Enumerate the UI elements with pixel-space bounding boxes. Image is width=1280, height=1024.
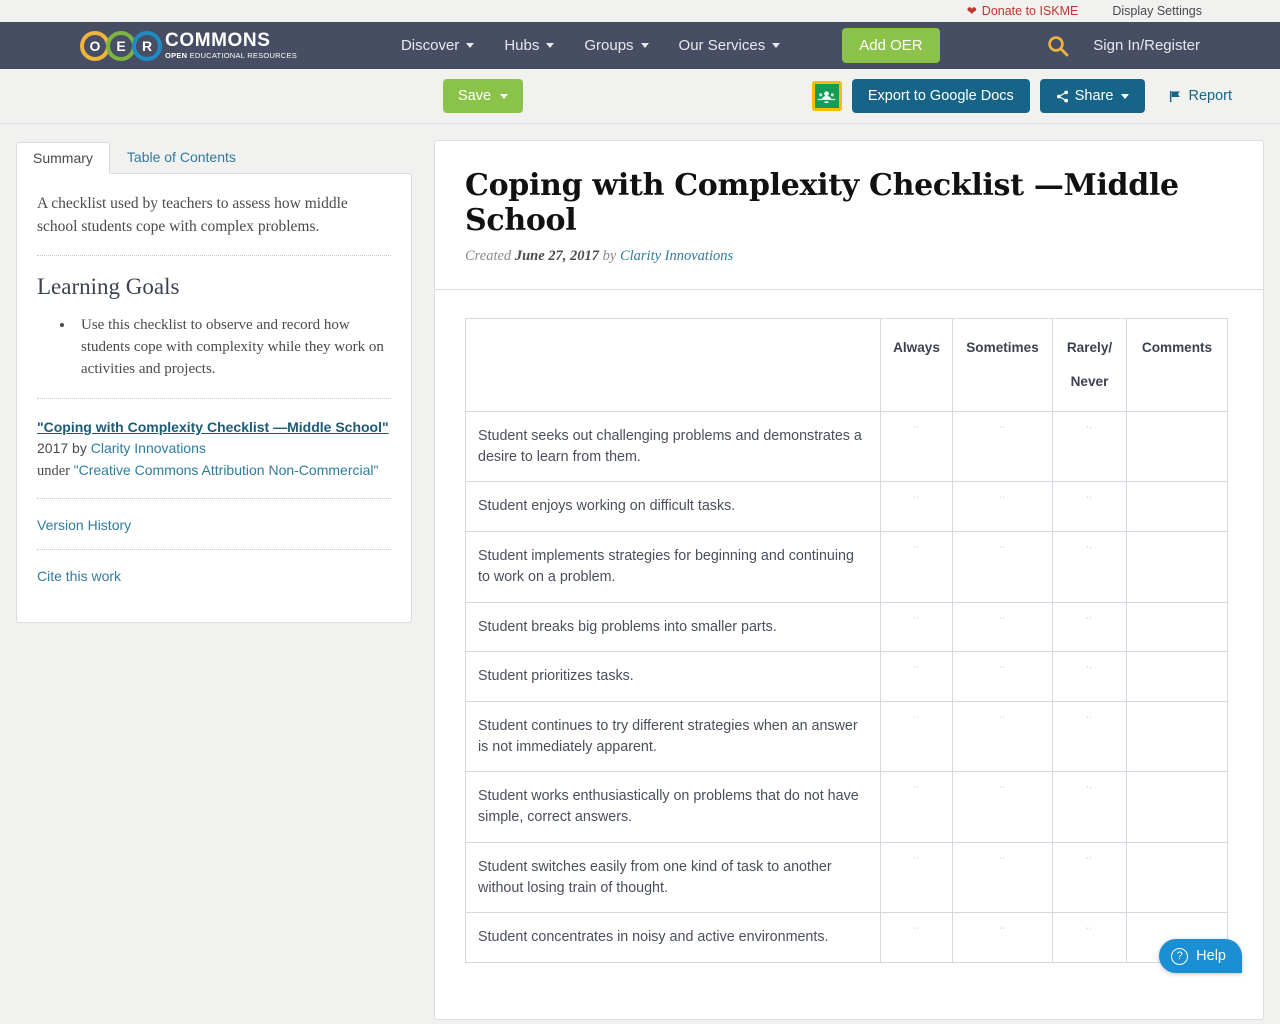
document-author-link[interactable]: Clarity Innovations xyxy=(619,248,734,264)
nav-item-label: Discover xyxy=(400,37,460,54)
tab-table-of-contents[interactable]: Table of Contents xyxy=(126,148,236,165)
logo-subtitle: OPEN EDUCATIONAL RESOURCES xyxy=(165,51,297,61)
divider xyxy=(37,498,391,499)
checklist-table-body xyxy=(466,411,1228,962)
statement-cell: Student implements strategies for beginning and continuing to work on a problem. xyxy=(466,532,881,602)
document-card xyxy=(434,140,1264,1020)
share-icon xyxy=(1056,90,1069,103)
page-content xyxy=(0,124,1280,1023)
logo-text xyxy=(165,31,297,60)
comments-cell[interactable] xyxy=(1127,532,1228,602)
always-cell[interactable]: ·· xyxy=(881,411,953,481)
comments-cell[interactable] xyxy=(1127,772,1228,842)
sometimes-cell[interactable]: ·· xyxy=(953,913,1053,963)
chevron-down-icon xyxy=(772,43,780,48)
statement-cell: Student continues to try different strategies when an answer is not immediately apparent. xyxy=(466,702,881,772)
nav-item-hubs[interactable] xyxy=(504,37,554,54)
nav-links xyxy=(401,28,940,63)
sometimes-cell[interactable]: ·· xyxy=(953,772,1053,842)
search-icon[interactable] xyxy=(1047,35,1069,57)
statement-cell: Student enjoys working on difficult tasks. xyxy=(466,482,881,532)
chevron-down-icon xyxy=(546,43,554,48)
always-cell[interactable]: ·· xyxy=(881,602,953,652)
sometimes-cell[interactable]: ·· xyxy=(953,652,1053,702)
rarely-never-cell[interactable]: ·· xyxy=(1053,702,1127,772)
sidebar xyxy=(16,140,412,1023)
always-cell[interactable]: ·· xyxy=(881,913,953,963)
share-button[interactable] xyxy=(1040,79,1146,113)
sometimes-cell[interactable]: ·· xyxy=(953,532,1053,602)
table-header-row xyxy=(466,319,1228,412)
statement-cell: Student switches easily from one kind of task to another without losing train of thought. xyxy=(466,842,881,912)
donate-link[interactable] xyxy=(967,4,1079,18)
table-row xyxy=(466,842,1228,912)
column-header-comments: Comments xyxy=(1127,319,1228,412)
logo-ring-r: R xyxy=(132,31,162,61)
logo-ring-e: E xyxy=(106,31,136,61)
nav-item-groups[interactable] xyxy=(584,37,648,54)
created-label: Created xyxy=(465,248,515,264)
table-row xyxy=(466,602,1228,652)
rarely-never-cell[interactable]: ·· xyxy=(1053,772,1127,842)
divider xyxy=(37,398,391,399)
citation-license-link[interactable]: "Creative Commons Attribution Non-Commercial" xyxy=(73,462,379,479)
help-button[interactable] xyxy=(1159,939,1242,973)
document-body xyxy=(435,290,1263,993)
always-cell[interactable]: ·· xyxy=(881,772,953,842)
table-row xyxy=(466,702,1228,772)
table-row xyxy=(466,772,1228,842)
statement-cell: Student prioritizes tasks. xyxy=(466,652,881,702)
sometimes-cell[interactable]: ·· xyxy=(953,411,1053,481)
nav-item-label: Hubs xyxy=(504,37,540,54)
learning-goals-heading: Learning Goals xyxy=(37,273,180,299)
nav-item-label: Our Services xyxy=(678,37,766,54)
report-label: Report xyxy=(1188,88,1232,104)
chevron-down-icon xyxy=(466,43,474,48)
version-history-link[interactable]: Version History xyxy=(37,517,132,534)
statement-cell: Student breaks big problems into smaller parts. xyxy=(466,602,881,652)
comments-cell[interactable] xyxy=(1127,602,1228,652)
document-column xyxy=(434,140,1264,1023)
table-row xyxy=(466,532,1228,602)
logo-rings xyxy=(80,31,158,61)
sign-in-register-link[interactable]: Sign In/Register xyxy=(1093,37,1200,54)
divider xyxy=(37,549,391,550)
cite-this-work-link[interactable]: Cite this work xyxy=(37,568,122,585)
document-header xyxy=(435,141,1263,290)
column-header-rarely-never: Rarely/ Never xyxy=(1053,319,1127,412)
chevron-down-icon xyxy=(641,43,649,48)
sometimes-cell[interactable]: ·· xyxy=(953,702,1053,772)
citation-year: 2017 by xyxy=(37,440,91,457)
document-meta xyxy=(465,248,1233,265)
table-row xyxy=(466,652,1228,702)
action-buttons-group xyxy=(812,79,1232,113)
sidebar-summary-card xyxy=(16,173,412,623)
list-item: • Use this checklist to observe and record how students cope with complexity while they work on activities and projects. xyxy=(75,314,391,381)
divider xyxy=(37,255,391,256)
table-row xyxy=(466,913,1228,963)
rarely-never-cell[interactable]: ·· xyxy=(1053,652,1127,702)
created-date: June 27, 2017 xyxy=(514,248,600,264)
save-button-label: Save xyxy=(458,88,492,104)
citation-title-link[interactable]: "Coping with Complexity Checklist —Middle School" xyxy=(37,419,389,436)
sometimes-cell[interactable]: ·· xyxy=(953,842,1053,912)
checklist-table xyxy=(465,318,1228,963)
by-label: by xyxy=(599,248,620,264)
citation-license: under "Creative Commons Attribution Non-Commercial" xyxy=(37,462,379,480)
document-action-toolbar xyxy=(0,69,1280,124)
table-row xyxy=(466,482,1228,532)
export-to-google-docs-button[interactable]: Export to Google Docs xyxy=(852,79,1030,113)
rarely-never-cell[interactable]: ·· xyxy=(1053,482,1127,532)
table-row xyxy=(466,411,1228,481)
always-cell[interactable]: ·· xyxy=(881,842,953,912)
page-title: Coping with Complexity Checklist —Middle School xyxy=(465,168,1179,238)
google-classroom-share-button[interactable] xyxy=(812,81,842,111)
sidebar-tabs xyxy=(16,140,412,173)
summary-description: A checklist used by teachers to assess how middle school students cope with complex problems. xyxy=(37,195,348,236)
comments-cell[interactable] xyxy=(1127,482,1228,532)
chevron-down-icon xyxy=(500,94,508,99)
comments-cell[interactable] xyxy=(1127,652,1228,702)
always-cell[interactable]: ·· xyxy=(881,702,953,772)
caret-down-icon xyxy=(1121,94,1129,99)
utility-bar xyxy=(0,0,1280,22)
sometimes-cell[interactable]: ·· xyxy=(953,602,1053,652)
flag-icon xyxy=(1169,90,1182,103)
display-settings-link[interactable]: Display Settings xyxy=(1112,4,1202,18)
rarely-never-cell[interactable]: ·· xyxy=(1053,913,1127,963)
help-label: Help xyxy=(1196,948,1226,964)
tab-summary[interactable]: Summary xyxy=(16,142,110,174)
always-cell[interactable]: ·· xyxy=(881,652,953,702)
question-mark-icon: ? xyxy=(1171,948,1188,965)
always-cell[interactable]: ·· xyxy=(881,532,953,602)
statement-cell: Student concentrates in noisy and active environments. xyxy=(466,913,881,963)
add-oer-button[interactable]: Add OER xyxy=(842,28,939,63)
logo-title: COMMONS xyxy=(165,30,271,52)
sometimes-cell[interactable]: ·· xyxy=(953,482,1053,532)
comments-cell[interactable] xyxy=(1127,411,1228,481)
comments-cell[interactable] xyxy=(1127,842,1228,912)
main-navigation-bar xyxy=(0,22,1280,69)
always-cell[interactable]: ·· xyxy=(881,482,953,532)
donate-label: Donate to ISKME xyxy=(981,4,1079,18)
citation-author-link[interactable]: Clarity Innovations xyxy=(90,440,206,457)
share-button-label: Share xyxy=(1074,88,1114,104)
comments-cell[interactable] xyxy=(1127,702,1228,772)
statement-cell: Student seeks out challenging problems and demonstrates a desire to learn from them. xyxy=(466,411,881,481)
column-header-sometimes: Sometimes xyxy=(953,319,1053,412)
rarely-never-cell[interactable]: ·· xyxy=(1053,842,1127,912)
statement-cell: Student works enthusiastically on problems that do not have simple, correct answers. xyxy=(466,772,881,842)
oer-commons-logo[interactable] xyxy=(80,31,297,61)
learning-goals-list xyxy=(37,314,391,381)
nav-right-group xyxy=(1047,35,1200,57)
logo-ring-o: O xyxy=(80,31,110,61)
nav-item-label: Groups xyxy=(584,37,634,54)
rarely-never-cell[interactable]: ·· xyxy=(1053,411,1127,481)
save-button[interactable] xyxy=(443,79,523,113)
nav-item-our-services[interactable] xyxy=(679,37,781,54)
nav-item-discover[interactable] xyxy=(401,37,474,54)
attribution-citation xyxy=(37,417,391,482)
rarely-never-cell[interactable]: ·· xyxy=(1053,532,1127,602)
heart-icon: ❤ xyxy=(966,4,977,18)
report-link[interactable] xyxy=(1169,88,1232,104)
column-header-statement xyxy=(466,319,881,412)
column-header-always: Always xyxy=(881,319,953,412)
rarely-never-cell[interactable]: ·· xyxy=(1053,602,1127,652)
